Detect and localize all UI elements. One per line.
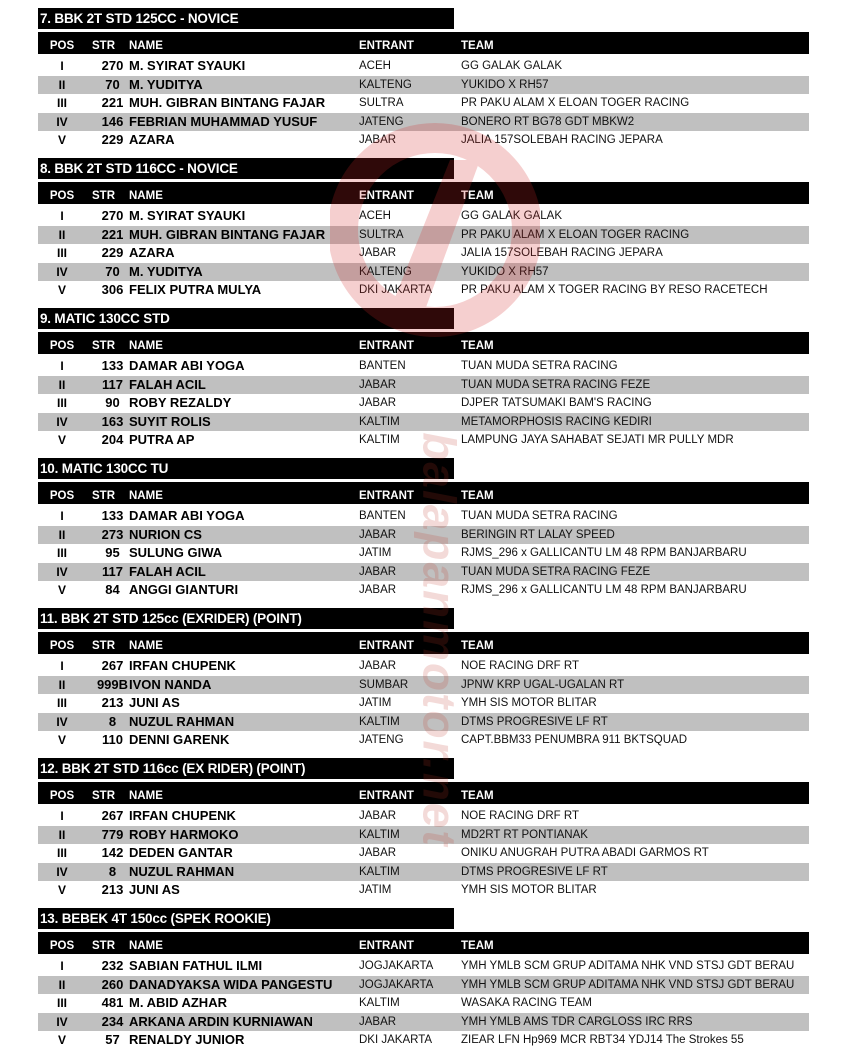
cell-entrant: KALTIM (359, 415, 400, 428)
cell-team: ZIEAR LFN Hp969 MCR RBT34 YDJ14 The Strokes 55 (461, 1034, 744, 1047)
table-row (38, 431, 809, 450)
cell-pos: IV (56, 114, 68, 129)
table-row (38, 76, 809, 95)
cell-team: TUAN MUDA SETRA RACING (461, 360, 618, 372)
header-pos: POS (49, 640, 75, 652)
cell-pos: IV (56, 714, 68, 729)
cell-entrant: JATENG (359, 734, 404, 747)
cell-name: ANGGI GIANTURI (129, 582, 239, 598)
cell-name: NURION CS (129, 526, 202, 542)
cell-pos: III (56, 546, 67, 561)
cell-name: JUNI AS (129, 695, 180, 711)
cell-team: BONERO RT BG78 GDT MBKW2 (461, 115, 635, 128)
cell-str: 273 (101, 526, 124, 542)
cell-name: AZARA (129, 245, 175, 261)
header-pos: POS (49, 340, 75, 352)
header-name: NAME (129, 640, 163, 652)
cell-entrant: ACEH (359, 60, 391, 72)
cell-entrant: JABAR (359, 247, 397, 260)
cell-name: NUZUL RAHMAN (129, 863, 235, 879)
cell-team: JPNW KRP UGAL-UGALAN RT (461, 678, 625, 691)
table-row (38, 357, 809, 376)
cell-entrant: KALTENG (359, 265, 412, 278)
cell-entrant: JABAR (359, 134, 397, 147)
cell-pos: V (57, 283, 66, 298)
cell-str: 481 (101, 995, 124, 1011)
cell-str: 260 (101, 976, 124, 992)
header-str: STR (92, 190, 115, 202)
cell-entrant: KALTIM (359, 434, 400, 447)
cell-team: YUKIDO X RH57 (461, 78, 549, 91)
cell-pos: V (57, 883, 66, 898)
cell-name: PUTRA AP (129, 432, 195, 448)
cell-pos: I (60, 209, 64, 223)
cell-entrant: KALTENG (359, 78, 412, 91)
race-section (38, 8, 809, 158)
cell-pos: IV (56, 264, 68, 279)
table-row (38, 57, 809, 76)
header-pos: POS (49, 490, 75, 502)
table-row (38, 113, 809, 132)
cell-str: 306 (101, 282, 124, 298)
header-name: NAME (129, 190, 163, 202)
header-str: STR (92, 940, 115, 952)
cell-str: 117 (102, 563, 123, 579)
cell-str: 57 (105, 1032, 120, 1048)
cell-team: PR PAKU ALAM X TOGER RACING BY RESO RACETECH (461, 284, 768, 297)
cell-name: ROBY HARMOKO (129, 826, 239, 842)
cell-team: WASAKA RACING TEAM (461, 997, 592, 1010)
race-section (38, 758, 809, 908)
race-section (38, 458, 809, 608)
header-pos: POS (49, 40, 75, 52)
section-title: 13. BEBEK 4T 150cc (SPEK ROOKIE) (38, 908, 454, 929)
cell-entrant: JABAR (359, 397, 397, 410)
cell-str: 234 (101, 1013, 124, 1029)
cell-name: FALAH ACIL (129, 563, 206, 579)
cell-entrant: JATIM (359, 547, 392, 560)
cell-str: 133 (101, 358, 124, 373)
header-name: NAME (129, 940, 163, 952)
cell-team: RJMS_296 x GALLICANTU LM 48 RPM BANJARBARU (461, 547, 747, 560)
table-row (38, 1013, 809, 1032)
cell-entrant: JABAR (359, 660, 397, 672)
cell-name: DENNI GARENK (129, 732, 230, 748)
cell-team: METAMORPHOSIS RACING KEDIRI (461, 415, 652, 428)
race-section (38, 908, 809, 1058)
cell-entrant: JOGJAKARTA (359, 978, 434, 991)
cell-pos: V (57, 133, 66, 148)
cell-name: SULUNG GIWA (129, 545, 223, 561)
cell-pos: III (56, 246, 67, 261)
cell-name: DAMAR ABI YOGA (129, 508, 245, 523)
cell-team: DJPER TATSUMAKI BAM'S RACING (461, 397, 652, 410)
cell-pos: V (57, 583, 66, 598)
cell-str: 221 (101, 226, 124, 242)
cell-str: 213 (101, 882, 124, 898)
table-row (38, 131, 809, 150)
cell-entrant: JABAR (359, 847, 397, 860)
table-header (38, 32, 809, 54)
section-title: 11. BBK 2T STD 125cc (EXRIDER) (POINT) (38, 608, 454, 629)
header-entrant: ENTRANT (359, 40, 414, 52)
table-row (38, 581, 809, 600)
header-entrant: ENTRANT (359, 640, 414, 652)
cell-name: SABIAN FATHUL ILMI (129, 958, 263, 973)
header-name: NAME (129, 340, 163, 352)
cell-name: M. SYIRAT SYAUKI (129, 208, 246, 223)
cell-team: YUKIDO X RH57 (461, 265, 549, 278)
cell-entrant: BANTEN (359, 510, 406, 522)
cell-str: 232 (101, 958, 124, 973)
cell-pos: IV (56, 1014, 68, 1029)
cell-team: PR PAKU ALAM X ELOAN TOGER RACING (461, 97, 690, 110)
cell-team: TUAN MUDA SETRA RACING (461, 510, 618, 522)
table-row (38, 244, 809, 263)
header-str: STR (92, 490, 115, 502)
table-row (38, 807, 809, 826)
table-row (38, 563, 809, 582)
cell-str: 84 (105, 582, 120, 598)
cell-pos: II (58, 677, 66, 692)
table-row (38, 694, 809, 713)
table-header (38, 182, 809, 204)
table-row (38, 976, 809, 995)
cell-str: 163 (101, 413, 124, 429)
cell-team: GG GALAK GALAK (461, 60, 562, 72)
table-row (38, 226, 809, 245)
table-row (38, 394, 809, 413)
table-row (38, 376, 809, 395)
cell-entrant: JATENG (359, 115, 404, 128)
cell-name: IVON NANDA (129, 676, 212, 692)
table-header (38, 632, 809, 654)
cell-entrant: DKI JAKARTA (359, 284, 433, 297)
cell-name: MUH. GIBRAN BINTANG FAJAR (129, 95, 326, 111)
cell-team: YMH YMLB SCM GRUP ADITAMA NHK VND STSJ GDT BERAU (461, 960, 795, 972)
cell-pos: II (58, 977, 66, 992)
cell-pos: I (60, 359, 64, 373)
cell-pos: II (58, 377, 66, 392)
table-header (38, 482, 809, 504)
cell-team: YMH SIS MOTOR BLITAR (461, 697, 597, 710)
cell-str: 95 (105, 545, 120, 561)
cell-entrant: JABAR (359, 528, 397, 541)
cell-name: DEDEN GANTAR (129, 845, 233, 861)
table-row (38, 881, 809, 900)
cell-team: LAMPUNG JAYA SAHABAT SEJATI MR PULLY MDR (461, 434, 734, 447)
cell-name: IRFAN CHUPENK (129, 808, 236, 823)
cell-str: 110 (102, 732, 123, 748)
cell-team: JALIA 157SOLEBAH RACING JEPARA (461, 247, 663, 260)
header-pos: POS (49, 190, 75, 202)
header-entrant: ENTRANT (359, 190, 414, 202)
cell-entrant: KALTIM (359, 865, 400, 878)
table-row (38, 994, 809, 1013)
cell-team: ONIKU ANUGRAH PUTRA ABADI GARMOS RT (461, 847, 709, 860)
cell-team: DTMS PROGRESIVE LF RT (461, 715, 608, 728)
cell-pos: III (56, 696, 67, 711)
table-header (38, 782, 809, 804)
section-title: 10. MATIC 130CC TU (38, 458, 454, 479)
table-row (38, 94, 809, 113)
header-entrant: ENTRANT (359, 790, 414, 802)
cell-pos: III (56, 996, 67, 1011)
cell-team: PR PAKU ALAM X ELOAN TOGER RACING (461, 228, 690, 241)
cell-str: 133 (101, 508, 124, 523)
cell-name: M. YUDITYA (129, 76, 203, 92)
cell-entrant: SUMBAR (359, 678, 409, 691)
cell-team: TUAN MUDA SETRA RACING FEZE (461, 565, 651, 578)
race-section (38, 308, 809, 458)
cell-name: ROBY REZALDY (129, 395, 232, 411)
cell-str: 229 (101, 245, 124, 261)
cell-name: FALAH ACIL (129, 376, 206, 392)
cell-pos: I (60, 809, 64, 823)
cell-str: 270 (101, 58, 124, 73)
header-team: TEAM (461, 490, 494, 502)
table-row (38, 863, 809, 882)
cell-pos: III (56, 396, 67, 411)
cell-pos: II (58, 527, 66, 542)
cell-pos: II (58, 77, 66, 92)
cell-team: BERINGIN RT LALAY SPEED (461, 528, 615, 541)
cell-pos: V (57, 433, 66, 448)
cell-pos: IV (56, 564, 68, 579)
cell-entrant: JABAR (359, 810, 397, 822)
cell-entrant: JABAR (359, 584, 397, 597)
cell-name: ARKANA ARDIN KURNIAWAN (129, 1013, 313, 1029)
header-name: NAME (129, 40, 163, 52)
cell-entrant: JOGJAKARTA (359, 960, 434, 972)
section-title: 7. BBK 2T STD 125CC - NOVICE (38, 8, 454, 29)
cell-name: JUNI AS (129, 882, 180, 898)
race-section (38, 608, 809, 758)
cell-str: 267 (101, 808, 124, 823)
cell-pos: II (58, 827, 66, 842)
cell-team: MD2RT RT PONTIANAK (461, 828, 588, 841)
header-entrant: ENTRANT (359, 940, 414, 952)
table-row (38, 281, 809, 300)
cell-entrant: JABAR (359, 378, 397, 391)
cell-team: JALIA 157SOLEBAH RACING JEPARA (461, 134, 663, 147)
table-row (38, 526, 809, 545)
header-pos: POS (49, 790, 75, 802)
cell-name: FEBRIAN MUHAMMAD YUSUF (129, 113, 318, 129)
header-team: TEAM (461, 790, 494, 802)
cell-str: 70 (105, 76, 120, 92)
cell-team: YMH YMLB SCM GRUP ADITAMA NHK VND STSJ GDT BERAU (461, 978, 795, 991)
table-row (38, 957, 809, 976)
header-entrant: ENTRANT (359, 490, 414, 502)
cell-str: 117 (102, 376, 123, 392)
table-row (38, 844, 809, 863)
cell-pos: I (60, 959, 64, 973)
header-str: STR (92, 340, 115, 352)
table-row (38, 1031, 809, 1050)
cell-name: AZARA (129, 132, 175, 148)
header-pos: POS (49, 940, 75, 952)
cell-str: 8 (108, 713, 117, 729)
cell-str: 70 (105, 263, 120, 279)
table-row (38, 731, 809, 750)
cell-team: GG GALAK GALAK (461, 210, 562, 222)
cell-name: SUYIT ROLIS (129, 413, 211, 429)
cell-pos: II (58, 227, 66, 242)
cell-str: 90 (105, 395, 120, 411)
header-entrant: ENTRANT (359, 340, 414, 352)
cell-name: FELIX PUTRA MULYA (129, 282, 262, 298)
cell-str: 267 (101, 658, 124, 673)
cell-pos: I (60, 509, 64, 523)
cell-str: 213 (101, 695, 124, 711)
header-team: TEAM (461, 640, 494, 652)
cell-entrant: BANTEN (359, 360, 406, 372)
cell-str: 221 (101, 95, 124, 111)
cell-entrant: JABAR (359, 565, 397, 578)
cell-pos: III (56, 846, 67, 861)
header-team: TEAM (461, 340, 494, 352)
section-title: 9. MATIC 130CC STD (38, 308, 454, 329)
cell-pos: IV (56, 414, 68, 429)
section-title: 8. BBK 2T STD 116CC - NOVICE (38, 158, 454, 179)
cell-str: 146 (101, 113, 124, 129)
cell-pos: V (57, 733, 66, 748)
section-title: 12. BBK 2T STD 116cc (EX RIDER) (POINT) (38, 758, 454, 779)
cell-pos: I (60, 59, 64, 73)
header-name: NAME (129, 490, 163, 502)
table-row (38, 507, 809, 526)
cell-team: YMH YMLB AMS TDR CARGLOSS IRC RRS (461, 1015, 693, 1028)
cell-name: IRFAN CHUPENK (129, 658, 236, 673)
cell-str: 270 (101, 208, 124, 223)
cell-name: M. SYIRAT SYAUKI (129, 58, 246, 73)
table-header (38, 932, 809, 954)
table-row (38, 207, 809, 226)
cell-team: DTMS PROGRESIVE LF RT (461, 865, 608, 878)
cell-name: M. YUDITYA (129, 263, 203, 279)
cell-team: TUAN MUDA SETRA RACING FEZE (461, 378, 651, 391)
table-row (38, 676, 809, 695)
header-name: NAME (129, 790, 163, 802)
cell-entrant: SULTRA (359, 97, 404, 110)
table-row (38, 413, 809, 432)
table-row (38, 657, 809, 676)
header-team: TEAM (461, 940, 494, 952)
cell-str: 204 (101, 432, 124, 448)
cell-team: NOE RACING DRF RT (461, 810, 579, 822)
cell-name: MUH. GIBRAN BINTANG FAJAR (129, 226, 326, 242)
cell-entrant: DKI JAKARTA (359, 1034, 433, 1047)
header-str: STR (92, 40, 115, 52)
cell-str: 779 (101, 826, 124, 842)
cell-entrant: JABAR (359, 1015, 397, 1028)
cell-entrant: KALTIM (359, 997, 400, 1010)
cell-team: CAPT.BBM33 PENUMBRA 911 BKTSQUAD (461, 734, 688, 747)
cell-name: DAMAR ABI YOGA (129, 358, 245, 373)
table-row (38, 544, 809, 563)
cell-team: NOE RACING DRF RT (461, 660, 579, 672)
cell-entrant: ACEH (359, 210, 391, 222)
cell-str: 8 (108, 863, 117, 879)
cell-name: NUZUL RAHMAN (129, 713, 235, 729)
cell-name: M. ABID AZHAR (129, 995, 227, 1011)
cell-entrant: SULTRA (359, 228, 404, 241)
cell-str: 229 (101, 132, 124, 148)
cell-pos: IV (56, 864, 68, 879)
table-header (38, 332, 809, 354)
cell-entrant: JATIM (359, 697, 392, 710)
cell-entrant: KALTIM (359, 715, 400, 728)
header-team: TEAM (461, 40, 494, 52)
cell-name: DANADYAKSA WIDA PANGESTU (129, 976, 333, 992)
cell-pos: V (57, 1033, 66, 1048)
cell-team: YMH SIS MOTOR BLITAR (461, 884, 597, 897)
cell-entrant: KALTIM (359, 828, 400, 841)
cell-str: 142 (101, 845, 124, 861)
header-team: TEAM (461, 190, 494, 202)
cell-pos: III (56, 96, 67, 111)
table-row (38, 263, 809, 282)
cell-entrant: JATIM (359, 884, 392, 897)
table-row (38, 826, 809, 845)
table-row (38, 713, 809, 732)
header-str: STR (92, 790, 115, 802)
race-section (38, 158, 809, 308)
cell-pos: I (60, 659, 64, 673)
cell-team: RJMS_296 x GALLICANTU LM 48 RPM BANJARBARU (461, 584, 747, 597)
cell-name: RENALDY JUNIOR (129, 1032, 245, 1048)
header-str: STR (92, 640, 115, 652)
cell-str: 999B (96, 676, 129, 692)
